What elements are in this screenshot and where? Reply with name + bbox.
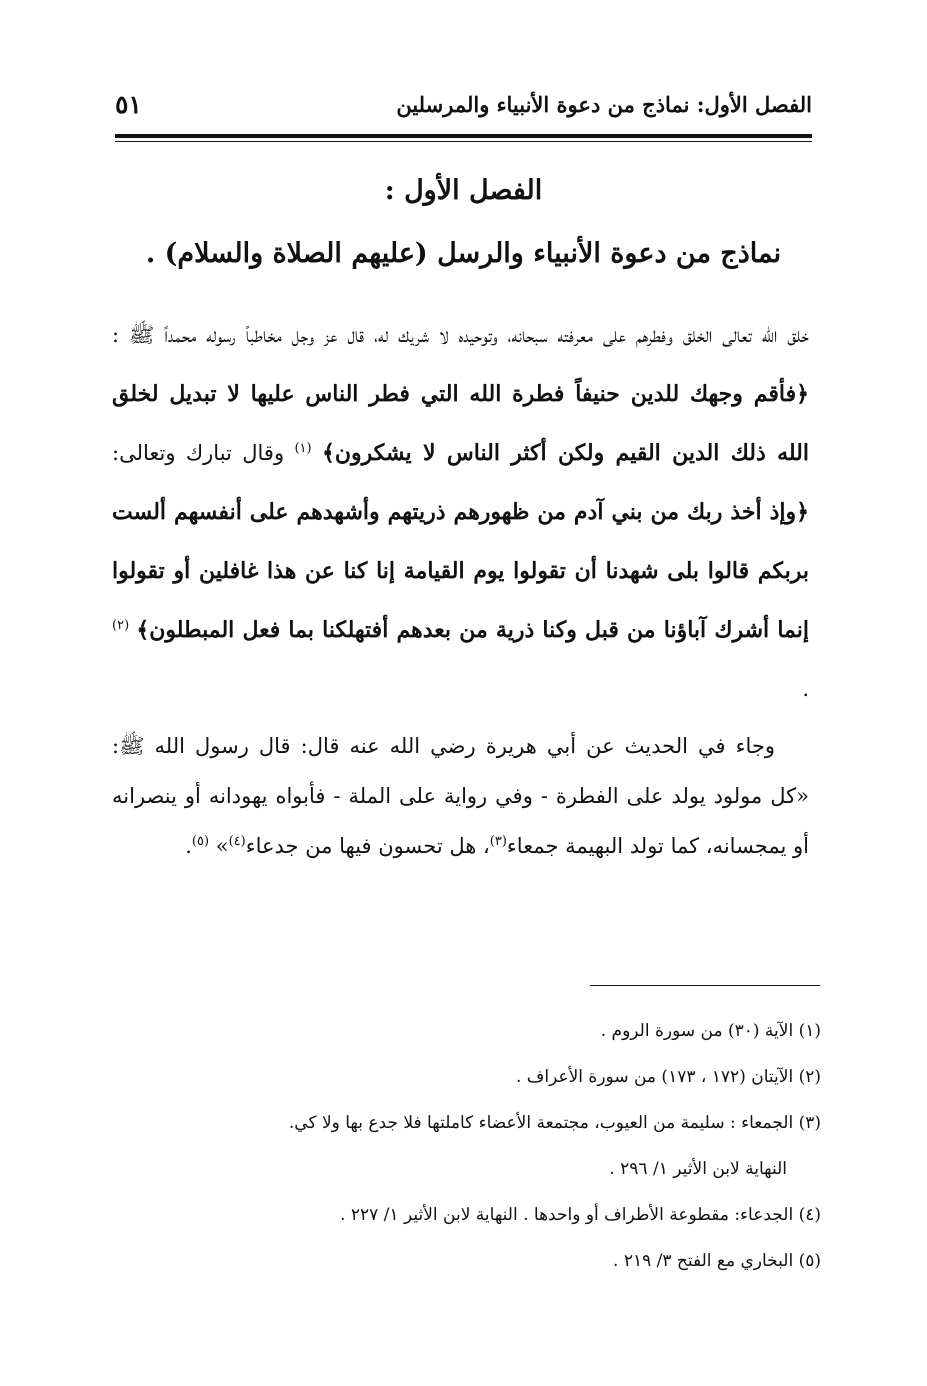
paragraph-2-close: »	[215, 834, 229, 858]
paragraph-1	[112, 306, 809, 719]
paragraph-1-end: .	[802, 677, 809, 701]
paragraph-2-end: .	[185, 834, 192, 858]
footnote-ref-4: (٤)	[228, 834, 246, 849]
header-rule-thick	[115, 134, 812, 138]
footnote-3-continuation: النهاية لابن الأثير ١/ ٢٩٦ .	[609, 1159, 787, 1179]
footnote-5: (٥) البخاري مع الفتح ٣/ ٢١٩ .	[613, 1251, 821, 1271]
running-header	[115, 92, 812, 128]
paragraph-1-intro: خلق الله تعالى الخلق وفطرهم على معرفته سبحانه، وتوحيده لا شريك له، قال عز وجل مخاطباً رسوله محمداً ﷺ :	[112, 323, 809, 347]
chapter-subtitle: نماذج من دعوة الأنبياء والرسل (عليهم الصلاة والسلام) .	[145, 238, 782, 269]
footnote-3: (٣) الجمعاء : سليمة من العيوب، مجتمعة الأعضاء كاملتها فلا جدع بها ولا كي.	[288, 1113, 821, 1133]
footnote-ref-3: (٣)	[489, 834, 507, 849]
footnote-ref-1: (١)	[294, 441, 312, 456]
main-text	[112, 306, 809, 871]
quran-quote-2: ﴿وإذ أخذ ربك من بني آدم من ظهورهم ذريتهم وأشهدهم على أنفسهم ألست بربكم قالوا بلى شهدنا أن تقولوا يوم القيامة إنا كنا عن هذا غافلين أو تقولوا إنما أشرك آباؤنا من قبل وكنا ذرية من بعدهم أفتهلكنا بما فعل المبطلون﴾	[112, 499, 809, 643]
footnote-ref-5: (٥)	[191, 834, 210, 849]
page-number: ٥١	[115, 90, 142, 119]
footnote-2: (٢) الآيتان (١٧٢ ، ١٧٣) من سورة الأعراف .	[515, 1067, 821, 1087]
paragraph-2-intro: وجاء في الحديث عن أبي هريرة رضي الله عنه قال: قال رسول الله ﷺ: «كل مولود يولد على الفطرة - وفي رواية على الملة - فأبواه يهودانه أو ينصرانه أو يمجسانه، كما تولد البهيمة جمعاء	[112, 734, 809, 858]
chapter-heading: الفصل الأول :	[384, 175, 543, 206]
paragraph-2	[112, 721, 809, 871]
footnote-1: (١) الآية (٣٠) من سورة الروم .	[600, 1021, 821, 1041]
footnote-separator	[590, 985, 820, 986]
footnote-ref-2: (٢)	[112, 618, 130, 633]
paragraph-1-mid: وقال تبارك وتعالى:	[112, 441, 295, 465]
header-rule-thin	[115, 141, 812, 142]
header-title: الفصل الأول: نماذج من دعوة الأنبياء والمرسلين	[396, 92, 812, 117]
footnote-4: (٤) الجدعاء: مقطوعة الأطراف أو واحدها . النهاية لابن الأثير ١/ ٢٢٧ .	[340, 1205, 821, 1225]
paragraph-2-mid: ، هل تحسون فيها من جدعاء	[245, 834, 490, 858]
footnotes	[106, 1008, 821, 1284]
quran-quote-1: ﴿فأقم وجهك للدين حنيفاً فطرة الله التي فطر الناس عليها لا تبديل لخلق الله ذلك الدين القيم ولكن أكثر الناس لا يشكرون﴾	[112, 381, 809, 466]
